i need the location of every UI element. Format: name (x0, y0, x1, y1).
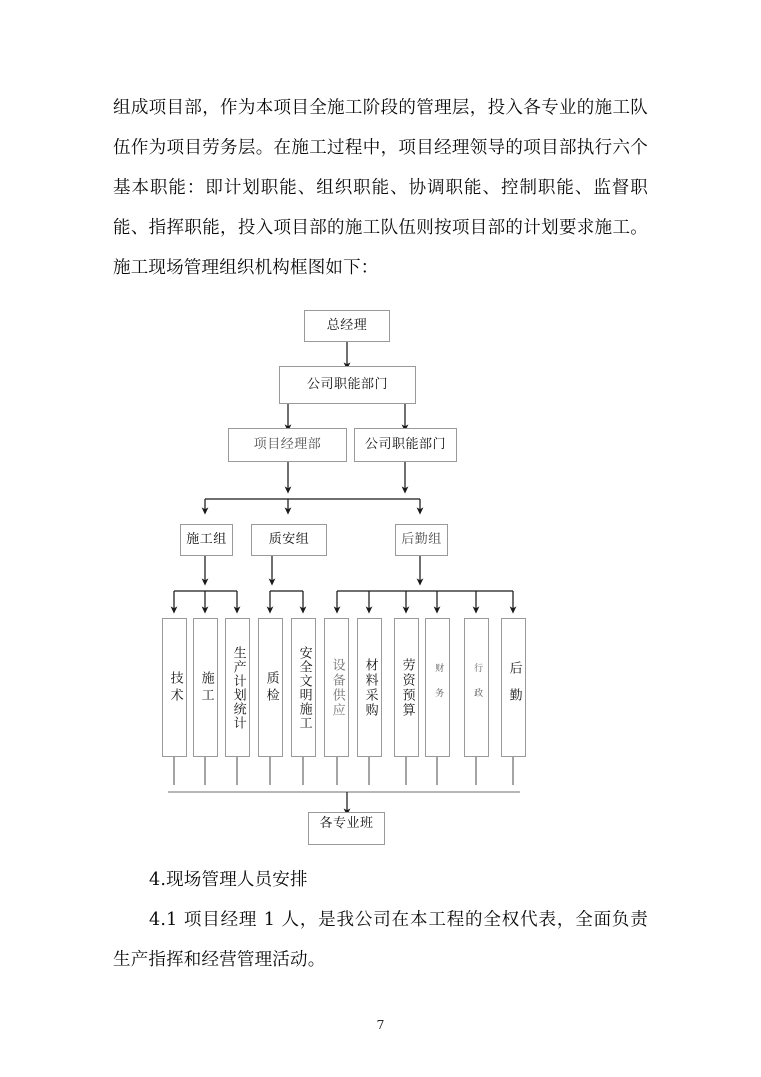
org-node-label: 公司职能部门 (364, 436, 446, 452)
org-node-company-functional-dept[interactable] (354, 428, 457, 462)
org-node-leaf-logistics[interactable] (501, 618, 526, 757)
org-node-leaf-administration[interactable] (464, 618, 489, 757)
org-node-general-manager[interactable] (304, 310, 390, 342)
org-node-label: 生产计划统计 (230, 645, 246, 730)
org-node-label: 财务 (433, 662, 444, 713)
org-chart-diagram (0, 296, 761, 856)
paragraph-intro: 组成项目部，作为本项目全施工阶段的管理层，投入各专业的施工队伍作为项目劳务层。在施工过程中，项目经理领导的项目部执行六个基本职能：即计划职能、组织职能、协调职能、控制职能、监督职能、指挥职能，投入项目部的施工队伍则按项目部的计划要求施工。施工现场管理组织机构框图如下： (113, 98, 648, 278)
section-4-1: 4.1 项目经理 1 人，是我公司在本工程的全权代表，全面负责生产指挥和经营管理活动。 (113, 910, 648, 970)
org-node-label: 后勤 (506, 660, 522, 715)
org-node-logistics-group[interactable] (395, 524, 448, 556)
org-node-label: 质安组 (268, 531, 310, 547)
org-node-leaf-quality-inspection[interactable] (258, 618, 283, 757)
org-node-label: 行政 (472, 662, 483, 713)
org-node-label: 安全文明施工 (296, 645, 312, 730)
org-node-label: 公司职能部门 (306, 376, 388, 392)
org-node-label: 施工组 (186, 531, 227, 547)
org-node-label: 总经理 (326, 317, 368, 333)
org-node-construction-group[interactable] (180, 524, 233, 556)
org-node-company-functional-dept-top[interactable] (279, 366, 416, 404)
org-node-leaf-finance[interactable] (425, 618, 450, 757)
org-node-label: 后勤组 (401, 531, 442, 547)
org-node-leaf-technology[interactable] (162, 618, 187, 757)
org-node-label: 各专业班 (319, 816, 374, 831)
paragraph-tail (113, 860, 648, 980)
org-node-leaf-labor-budget[interactable] (394, 618, 419, 757)
org-node-quality-safety-group[interactable] (251, 524, 327, 556)
org-node-label: 材料采购 (362, 657, 378, 718)
org-node-professional-teams[interactable] (308, 812, 385, 845)
org-node-label: 劳资预算 (399, 657, 415, 718)
heading-4: 4.现场管理人员安排 (149, 870, 308, 890)
org-node-leaf-production-plan-statistics[interactable] (225, 618, 250, 757)
org-node-project-manager-dept[interactable] (228, 428, 347, 462)
org-node-leaf-equipment-supply[interactable] (324, 618, 349, 757)
org-node-label: 项目经理部 (253, 436, 322, 452)
org-node-leaf-safety-civilized-construction[interactable] (291, 618, 316, 757)
org-node-label: 施工 (198, 670, 214, 705)
org-node-leaf-material-procurement[interactable] (357, 618, 382, 757)
org-node-label: 设备供应 (329, 657, 345, 718)
org-node-label: 质检 (263, 670, 279, 705)
page-number: 7 (376, 1017, 385, 1032)
org-node-label: 技术 (167, 670, 183, 705)
org-node-leaf-construction[interactable] (193, 618, 218, 757)
